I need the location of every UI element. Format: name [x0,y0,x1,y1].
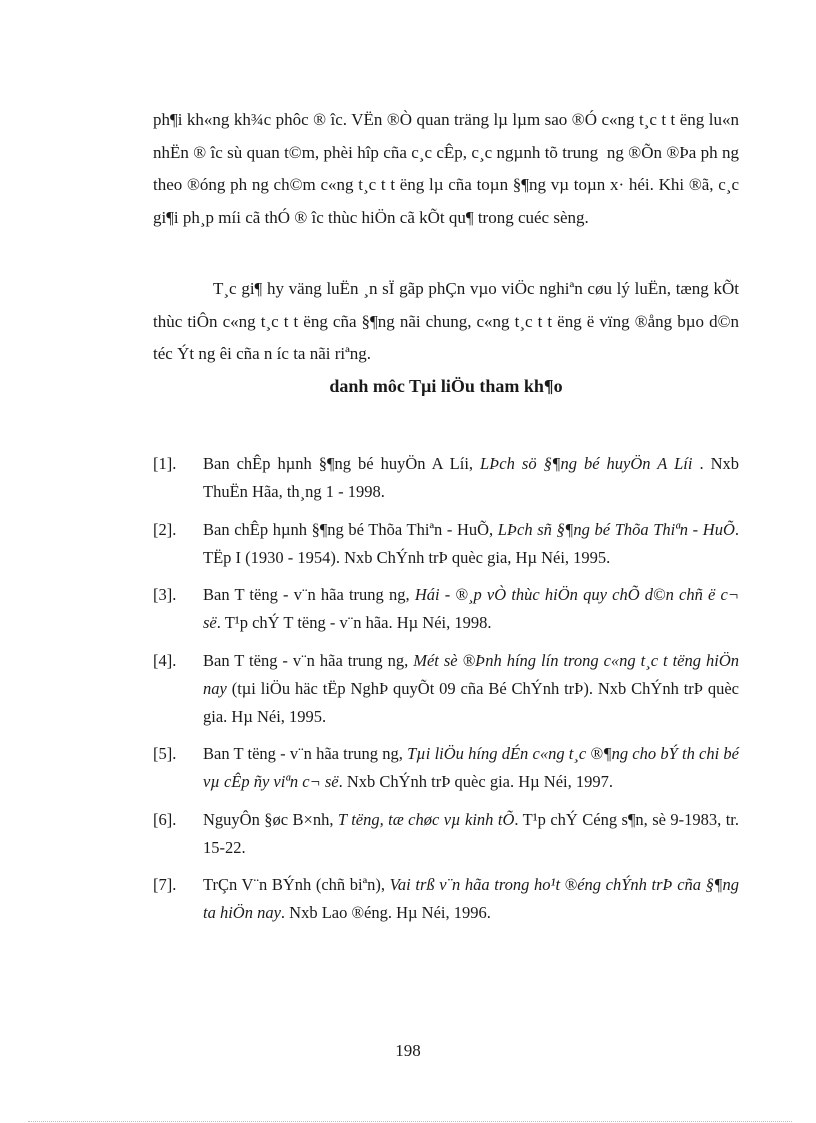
reference-text [203,647,739,731]
reference-author: Ban chÊp hµnh §¶ng bé Thõa Thiªn - HuÕ, [203,519,498,539]
reference-item [153,647,739,731]
reference-author: Ban T tëng - v¨n hãa trung ng, [203,744,408,763]
reference-number: [4]. [153,650,177,670]
reference-text [203,581,739,637]
reference-number: [7]. [153,875,177,894]
reference-author: Ban chÊp hµnh §¶ng bé huyÖn A Líi, [203,454,481,473]
reference-item [153,806,739,862]
reference-title: Mét sè ®Þnh híng lín trong c«ng t¸c t tëng hiÖn nay [203,650,739,698]
body-paragraph-2: T¸c gi¶ hy väng luËn ¸n sÏ gãp phÇn vµo viÖc nghiªn cøu lý luËn, tæng kÕt thùc tiÔn c«ng t¸c t t ëng cña §¶ng nãi chung, c«ng t¸c t t ëng ë vïng ®ång bµo d©n téc Ýt ng êi cña n íc ta nãi riªng. [153,279,739,363]
reference-item [153,450,739,506]
reference-title: Vai trß v¨n hãa trong ho¹t ®éng chÝnh trÞ cña §¶ng ta hiÖn nay [203,875,740,922]
reference-publication: (tµi liÖu häc tËp NghÞ quyÕt 09 cña Bé ChÝnh trÞ). Nxb ChÝnh trÞ quèc gia. Hµ Néi, 1995. [203,678,739,726]
reference-item [153,516,739,572]
reference-item [153,740,739,796]
reference-number: [5]. [153,744,177,763]
reference-item [153,581,739,637]
reference-number: [1]. [153,454,177,473]
reference-text [203,450,739,506]
reference-publication: . Nxb ChÝnh trÞ quèc gia. Hµ Néi, 1997. [338,772,613,791]
reference-title: Tµi liÖu híng dÉn c«ng t¸c ®¶ng cho bÝ th chi bé vµ cÊp ñy viªn c¬ së [203,744,739,791]
reference-text [203,740,739,796]
reference-list [153,450,739,937]
reference-number: [3]. [153,585,177,604]
reference-publication: . T¹p chÝ T tëng - v¨n hãa. Hµ Néi, 1998. [216,613,492,632]
reference-publication: . TËp I (1930 - 1954). Nxb ChÝnh trÞ quèc gia, Hµ Néi, 1995. [203,519,739,567]
reference-author: NguyÔn §øc B×nh, [203,809,338,829]
body-paragraph-2-block [153,273,739,371]
reference-publication: . Nxb ThuËn Hãa, th¸ng 1 - 1998. [203,454,739,501]
reference-text [203,516,739,572]
reference-title: T tëng, tæ chøc vµ kinh tÕ [337,809,515,829]
page-bottom-divider [28,1121,792,1122]
reference-author: Ban T tëng - v¨n hãa trung ng, [203,585,415,604]
body-paragraph-1: ph¶i kh«ng kh¾c phôc ® îc. VËn ®Ò quan träng lµ lµm sao ®Ó c«ng t¸c t t ëng lu«n nhËn ® îc sù quan t©m, phèi hîp cña c¸c cÊp, c¸c ngµnh tõ trung ng ®Õn ®Þa ph ng theo ®óng ph ng ch©m c«ng t¸c t t ëng lµ cña toµn §¶ng vµ toµn x· héi. Khi ®ã, c¸c gi¶i ph¸p míi cã thÓ ® îc thùc hiÖn cã kÕt qu¶ trong cuéc sèng. [153,110,739,227]
reference-author: TrÇn V¨n BÝnh (chñ biªn), [203,875,390,894]
reference-number: [6]. [153,809,177,829]
reference-publication: . Nxb Lao ®éng. Hµ Néi, 1996. [280,903,491,922]
reference-text [203,806,739,862]
reference-text [203,871,739,927]
reference-title: LÞch sñ §¶ng bé Thõa Thiªn - HuÕ [497,519,735,539]
reference-publication: . T¹p chÝ Céng s¶n, sè 9-1983, tr. 15-22. [203,809,739,857]
reference-title: LÞch sö §¶ng bé huyÖn A Líi [480,454,693,473]
reference-item [153,871,739,927]
references-heading: danh môc Tµi liÖu tham kh¶o [329,376,563,396]
reference-number: [2]. [153,519,177,539]
reference-title: Hái - ®¸p vÒ thùc hiÖn quy chÕ d©n chñ ë c¬ së [203,585,739,632]
body-paragraph-1-block [153,104,739,234]
page-number: 198 [395,1041,421,1060]
reference-author: Ban T tëng - v¨n hãa trung ng, [203,650,414,670]
